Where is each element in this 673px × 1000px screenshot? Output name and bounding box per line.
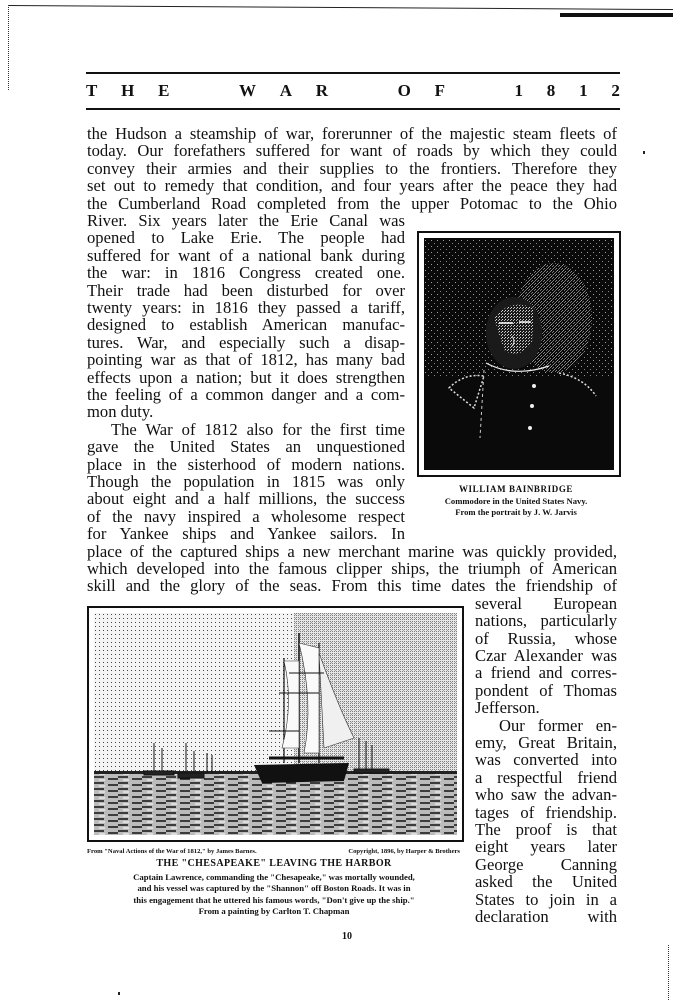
text-line: place of the captured ships a new merchant marine was quickly provided, (87, 541, 617, 561)
portrait-figure (417, 231, 621, 477)
text-line: of the navy inspired a wholesome respect (87, 506, 405, 526)
text-line: skill and the glory of the seas. From this time dates the friendship of (87, 576, 617, 596)
text-line: Czar Alexander was (475, 646, 617, 665)
text-line: designed to establish American manufac- (87, 315, 405, 335)
ship-caption-line: Captain Lawrence, commanding the "Chesapeake," was mortally wounded, (133, 871, 415, 882)
text-line: pointing war as that of 1812, has many bad (87, 350, 405, 370)
text-line: about eight and a half millions, the success (87, 489, 405, 509)
text-line: gave the United States an unquestioned (87, 437, 405, 457)
header-letter: A (279, 81, 293, 100)
text-line: effects upon a nation; but it does strengthen (87, 367, 405, 387)
text-line: place in the sisterhood of modern nations. (87, 454, 405, 474)
page-number: 10 (342, 931, 352, 942)
scan-edge-shadow (560, 13, 673, 17)
text-line: Jefferson. (475, 698, 540, 718)
text-line: today. Our forefathers suffered for want of roads by which they could (87, 141, 617, 161)
portrait-caption-line: Commodore in the United States Navy. (444, 495, 588, 506)
text-line: nations, particularly (475, 611, 617, 631)
header-letter: 1 (514, 81, 524, 100)
header-letter: W (238, 81, 256, 100)
text-line: which developed into the famous clipper ships, the triumph of American (87, 559, 617, 578)
text-line: who saw the advan- (475, 785, 617, 805)
ship-image (94, 613, 457, 835)
portrait-engraving-icon (424, 238, 614, 470)
scan-edge-right (668, 945, 670, 1000)
ship-caption-line: this engagement that he uttered his famous words, "Don't give up the ship." (133, 894, 415, 905)
text-line: for Yankee ships and Yankee sailors. In (87, 524, 405, 544)
text-line: the war: in 1816 Congress created one. (87, 263, 405, 283)
header-letter: T (86, 81, 98, 100)
text-line: the feeling of a common danger and a com- (87, 385, 405, 404)
text-line: was converted into (475, 750, 617, 770)
text-line: George Canning (475, 854, 617, 874)
text-line: declaration with (475, 907, 617, 926)
text-line: tures. War, and especially such a disap- (87, 332, 405, 352)
portrait-caption-name: WILLIAM BAINBRIDGE (458, 484, 574, 494)
ship-caption (84, 858, 464, 918)
ship-engraving-icon (94, 613, 457, 835)
ship-caption-line: From a painting by Carlton T. Chapman (198, 906, 350, 917)
text-line: Though the population in 1815 was only (87, 472, 405, 491)
header-rule-bottom (86, 108, 620, 110)
text-line: the Hudson a steamship of war, forerunner of the majestic steam fleets of (87, 124, 617, 143)
text-line: set out to remedy that condition, and four years after the peace they had (87, 176, 617, 196)
portrait-caption (405, 484, 627, 519)
text-line: Their trade had been disturbed for over (87, 280, 405, 300)
text-line: asked the United (475, 872, 617, 892)
text-line: opened to Lake Erie. The people had (87, 228, 405, 248)
text-line: eight years later (475, 837, 617, 857)
header-letter: R (315, 81, 329, 100)
header-letter: E (158, 81, 170, 100)
text-line: pondent of Thomas (475, 680, 617, 700)
ship-credit-copyright: Copyright, 1896, by Harper & Brothers (348, 848, 460, 855)
text-line: several European (475, 593, 617, 613)
header-letter: H (121, 81, 135, 100)
header-letter: 8 (546, 81, 556, 100)
ship-figure (87, 606, 464, 842)
text-line: Our former en- (499, 715, 617, 735)
text-line: emy, Great Britain, (475, 733, 617, 752)
text-line: twenty years: in 1816 they passed a tariff, (87, 298, 405, 317)
text-line: suffered for want of a national bank during (87, 245, 405, 265)
text-line: convey their armies and their supplies to the frontiers. Therefore they (87, 158, 617, 178)
ship-caption-title: THE "CHESAPEAKE" LEAVING THE HARBOR (156, 858, 392, 869)
header-letter: 1 (579, 81, 588, 100)
ship-credit (87, 848, 460, 855)
text-line: the Cumberland Road completed from the upper Potomac to the Ohio (87, 193, 617, 213)
header-letter: 2 (611, 81, 620, 100)
text-line: River. Six years later the Erie Canal was (87, 211, 405, 230)
text-line: a respectful friend (475, 767, 617, 787)
running-header (86, 72, 620, 110)
portrait-image (424, 238, 614, 470)
portrait-caption-line: From the portrait by J. W. Jarvis (455, 507, 577, 517)
scan-edge-left (8, 5, 10, 90)
scan-edge-top (8, 5, 673, 13)
header-title (86, 74, 620, 108)
text-line: tages of friendship. (475, 802, 617, 822)
text-line: of Russia, whose (475, 628, 617, 648)
text-line: a friend and corres- (475, 663, 617, 683)
text-line: The proof is that (475, 820, 617, 839)
ship-credit-source: From "Naval Actions of the War of 1812," by James Barnes. (87, 848, 257, 855)
scan-speck (643, 151, 645, 154)
header-letter: O (397, 81, 411, 100)
text-line: States to join in a (475, 889, 617, 909)
scan-speck (118, 992, 120, 995)
text-line: mon duty. (87, 402, 154, 422)
header-letter: F (434, 81, 445, 100)
ship-caption-line: and his vessel was captured by the "Shannon" off Boston Roads. It was in (137, 883, 411, 894)
text-line: The War of 1812 also for the first time (111, 419, 405, 439)
